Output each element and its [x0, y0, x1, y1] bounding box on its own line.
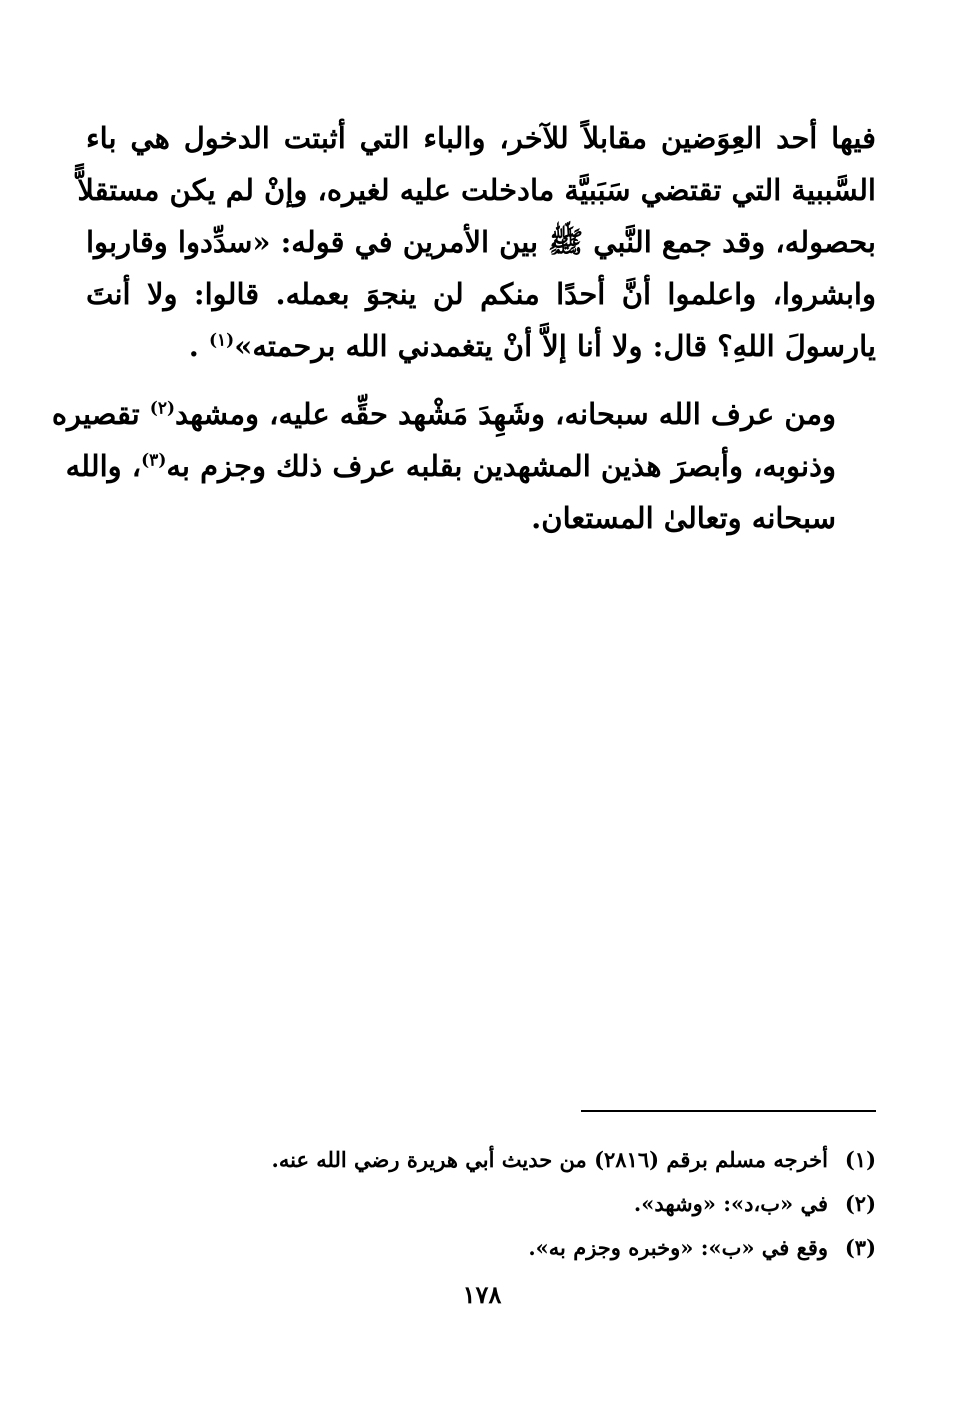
- text-line: وابشروا، واعلموا أنَّ أحدًا منكم لن ينجوَ بعمله. قالوا: ولا أنتَ: [86, 277, 876, 311]
- text-segment: تقصيره: [51, 397, 150, 431]
- text-segment: .: [188, 329, 209, 363]
- footnote-divider: [581, 1110, 876, 1112]
- footnote-text: أخرجه مسلم برقم (٢٨١٦) من حديث أبي هريرة رضي الله عنه.: [271, 1147, 828, 1172]
- footnote-ref-2[interactable]: (٢): [149, 398, 176, 419]
- text-segment: يارسولَ اللهِ؟ قال: ولا أنا إلاَّ أنْ يتغمدني الله برحمته»: [234, 329, 876, 363]
- paragraph-2: [51, 388, 876, 544]
- text-line: بحصوله، وقد جمع النَّبي ﷺ بين الأمرين في قوله: «سدِّدوا وقاربوا: [85, 225, 876, 259]
- text-line: [65, 440, 876, 492]
- footnote-3: [150, 1226, 876, 1270]
- paragraph-1: [77, 112, 876, 372]
- footnote-1: [150, 1138, 876, 1182]
- footnotes: [150, 1138, 876, 1270]
- text-segment: وذنوبه، وأبصرَ هذين المشهدين بقلبه عرف ذلك وجزم به: [166, 449, 836, 483]
- text-line: [86, 320, 876, 372]
- footnote-number: (٢): [844, 1191, 876, 1216]
- text-line: سبحانه وتعالىٰ المستعان.: [531, 501, 836, 535]
- text-line: السَّببية التي تقتضي سَبَبيَّة مادخلت عليه لغيره، وإنْ لم يكن مستقلاًّ: [77, 173, 876, 207]
- text-segment: ، والله: [65, 449, 142, 483]
- footnote-number: (١): [844, 1147, 876, 1172]
- footnote-2: [150, 1182, 876, 1226]
- text-segment: ومن عرف الله سبحانه، وشَهِدَ مَشْهد حقِّه عليه، ومشهد: [175, 397, 836, 431]
- footnote-text: وقع في «ب»: «وخبره وجزم به».: [528, 1235, 828, 1260]
- page-number: ١٧٨: [462, 1280, 502, 1309]
- text-line: فيها أحد العِوَضين مقابلاً للآخر، والباء التي أثبتت الدخول هي باء: [86, 121, 876, 155]
- text-line: [51, 388, 876, 440]
- footnote-ref-1[interactable]: (١): [208, 330, 235, 351]
- footnote-text: في «ب،د»: «وشهد».: [633, 1191, 828, 1216]
- footnote-ref-3[interactable]: (٣): [141, 450, 167, 471]
- footnote-number: (٣): [844, 1235, 876, 1260]
